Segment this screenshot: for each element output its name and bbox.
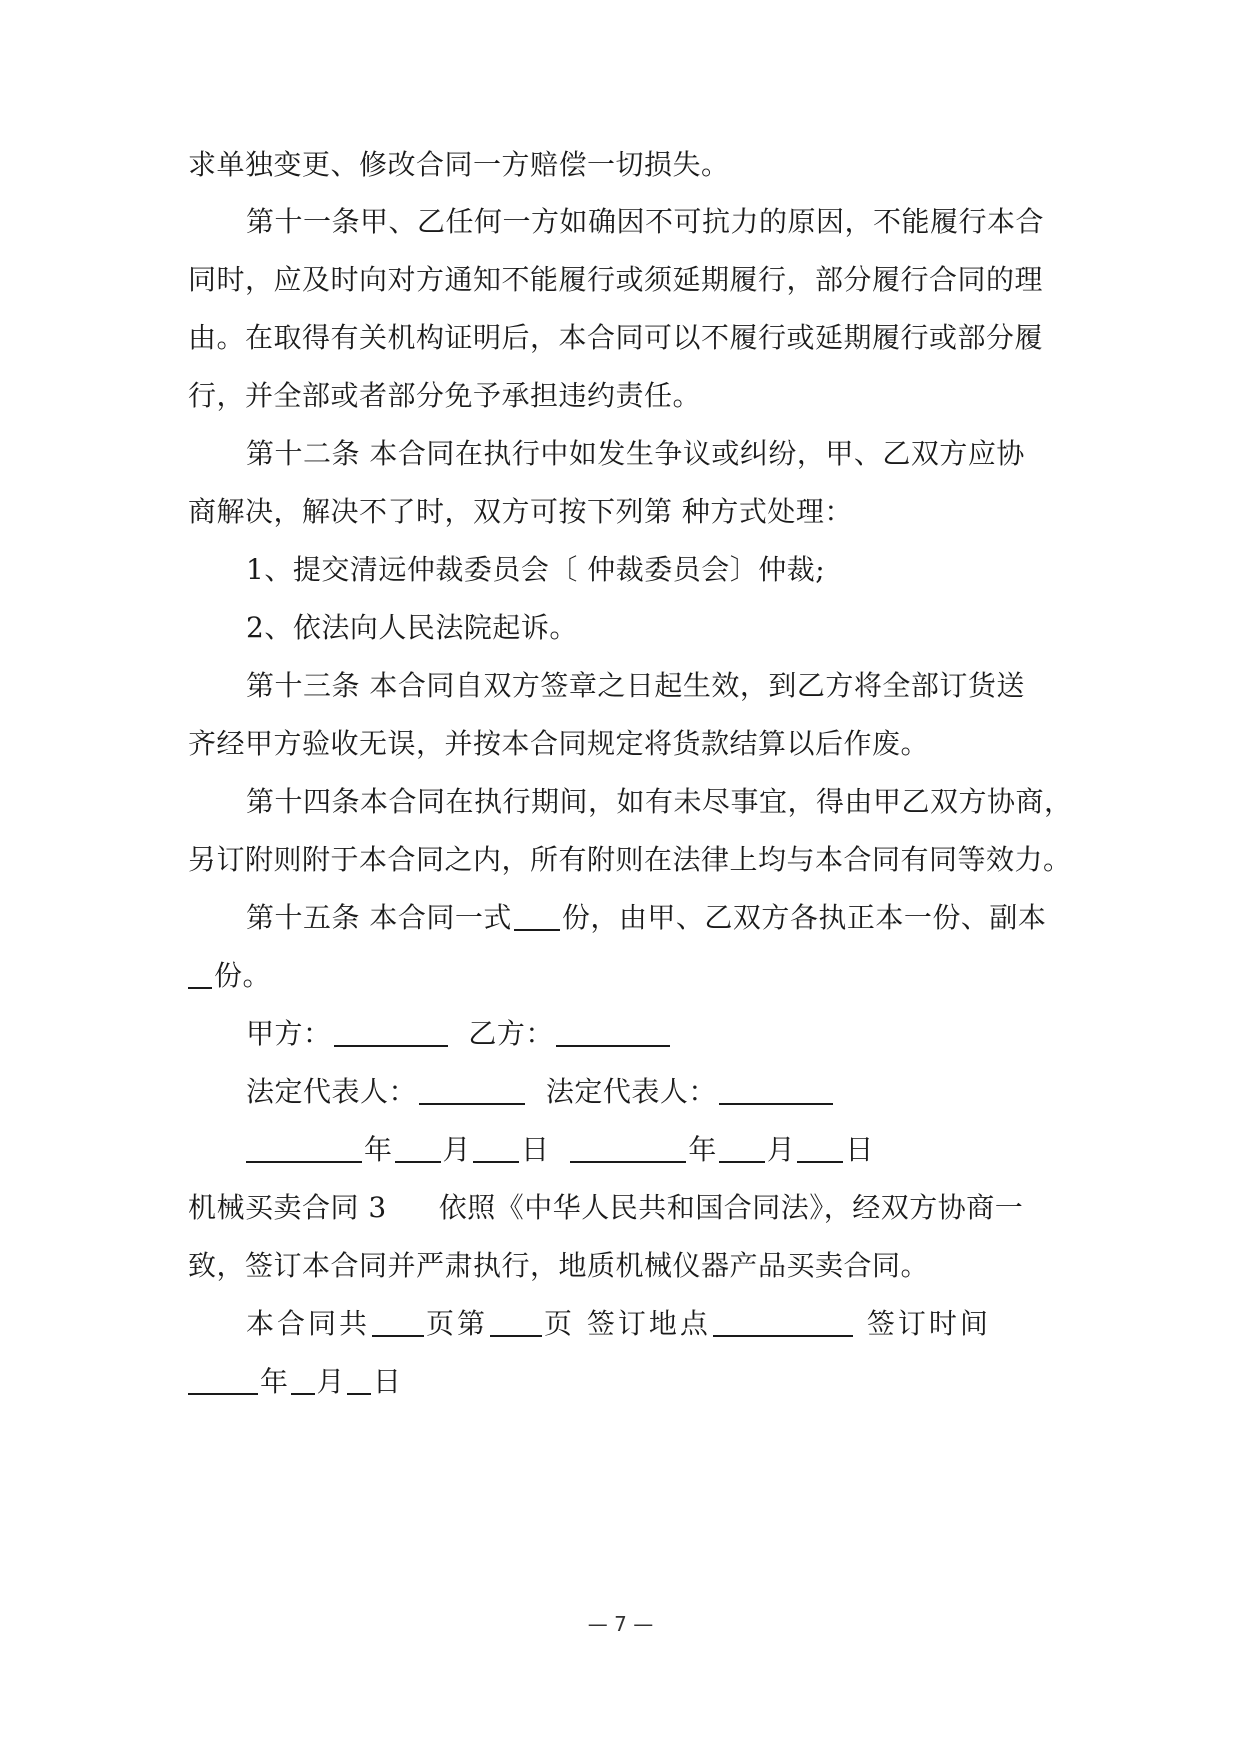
party-a-blank <box>334 1015 448 1047</box>
month-blank-b <box>719 1131 765 1163</box>
day-blank-a <box>473 1131 519 1163</box>
page-number: — 7 — <box>587 1612 654 1636</box>
signature-date-line <box>246 1130 874 1170</box>
signature-rep-line <box>246 1072 835 1112</box>
sign-time-label: 签订时间 <box>866 1307 991 1340</box>
copies-label: 第十五条 本合同一式 <box>246 901 512 934</box>
list-item: 1、提交清远仲裁委员会〔 仲裁委员会〕仲裁; <box>246 553 826 586</box>
contract3-title: 机械买卖合同 3 <box>188 1191 387 1224</box>
month-blank-c <box>291 1363 315 1395</box>
contract3-line <box>188 1188 1023 1228</box>
legal-rep-b-blank <box>719 1073 833 1105</box>
paragraph-line: 第十一条甲、乙任何一方如确因不可抗力的原因，不能履行本合 <box>246 205 1045 238</box>
party-a-label: 甲方： <box>246 1017 332 1050</box>
blank-copies <box>514 899 560 931</box>
signature-party-line <box>246 1014 672 1054</box>
contract3-date-line <box>188 1362 402 1402</box>
paragraph-line: 同时，应及时向对方通知不能履行或须延期履行，部分履行合同的理 <box>188 263 1044 296</box>
list-item: 2、依法向人民法院起诉。 <box>246 611 578 644</box>
paragraph-line: 行，并全部或者部分免予承担违约责任。 <box>188 379 702 412</box>
legal-rep-a-label: 法定代表人： <box>246 1075 418 1108</box>
paragraph-line: 致，签订本合同并严肃执行，地质机械仪器产品买卖合同。 <box>188 1249 930 1282</box>
month-label: 月 <box>316 1365 346 1398</box>
paragraph-line <box>188 956 271 996</box>
party-b-label: 乙方： <box>468 1017 554 1050</box>
blank-duplicate-copies <box>188 957 212 989</box>
pages-total-blank <box>372 1305 424 1337</box>
paragraph-line: 齐经甲方验收无误，并按本合同规定将货款结算以后作废。 <box>188 727 930 760</box>
year-label: 年 <box>688 1133 717 1166</box>
year-label: 年 <box>364 1133 393 1166</box>
day-label: 日 <box>845 1133 874 1166</box>
paragraph-line: 第十三条 本合同自双方签章之日起生效，到乙方将全部订货送 <box>246 669 1025 702</box>
paragraph-line: 商解决，解决不了时，双方可按下列第 种方式处理： <box>188 495 853 528</box>
year-blank-c <box>188 1363 258 1395</box>
legal-rep-a-blank <box>419 1073 525 1105</box>
party-b-blank <box>556 1015 670 1047</box>
day-label: 日 <box>521 1133 550 1166</box>
day-blank-c <box>347 1363 371 1395</box>
year-blank-b <box>570 1131 686 1163</box>
page-no-blank <box>490 1305 542 1337</box>
legal-rep-b-label: 法定代表人： <box>545 1075 717 1108</box>
sign-place-label: 页 签订地点 <box>544 1307 711 1340</box>
month-label: 月 <box>766 1133 796 1166</box>
paragraph-line: 另订附则附于本合同之内，所有附则在法律上均与本合同有同等效力。 <box>188 843 1072 876</box>
day-blank-b <box>797 1131 843 1163</box>
year-blank-a <box>246 1131 362 1163</box>
month-blank-a <box>395 1131 441 1163</box>
paragraph-line: 由。在取得有关机构证明后，本合同可以不履行或延期履行或部分履 <box>188 321 1044 354</box>
copies-end: 份。 <box>214 959 272 992</box>
year-label: 年 <box>260 1365 289 1398</box>
copies-text: 份，由甲、乙双方各执正本一份、副本 <box>561 901 1047 934</box>
paragraph-line <box>246 898 1046 938</box>
paragraph-line: 第十二条 本合同在执行中如发生争议或纠纷，甲、乙双方应协 <box>246 437 1025 470</box>
paragraph-line: 第十四条本合同在执行期间，如有未尽事宜，得由甲乙双方协商， <box>246 785 1073 818</box>
day-label: 日 <box>373 1365 402 1398</box>
pages-total-label: 本合同共 <box>246 1307 371 1340</box>
sign-place-blank <box>713 1305 853 1337</box>
contract3-pages-line <box>246 1304 991 1344</box>
contract3-text: 依照《中华人民共和国合同法》，经双方协商一 <box>438 1191 1024 1224</box>
month-label: 月 <box>442 1133 472 1166</box>
paragraph-line: 求单独变更、修改合同一方赔偿一切损失。 <box>188 148 730 181</box>
page-no-label: 页第 <box>426 1307 489 1340</box>
